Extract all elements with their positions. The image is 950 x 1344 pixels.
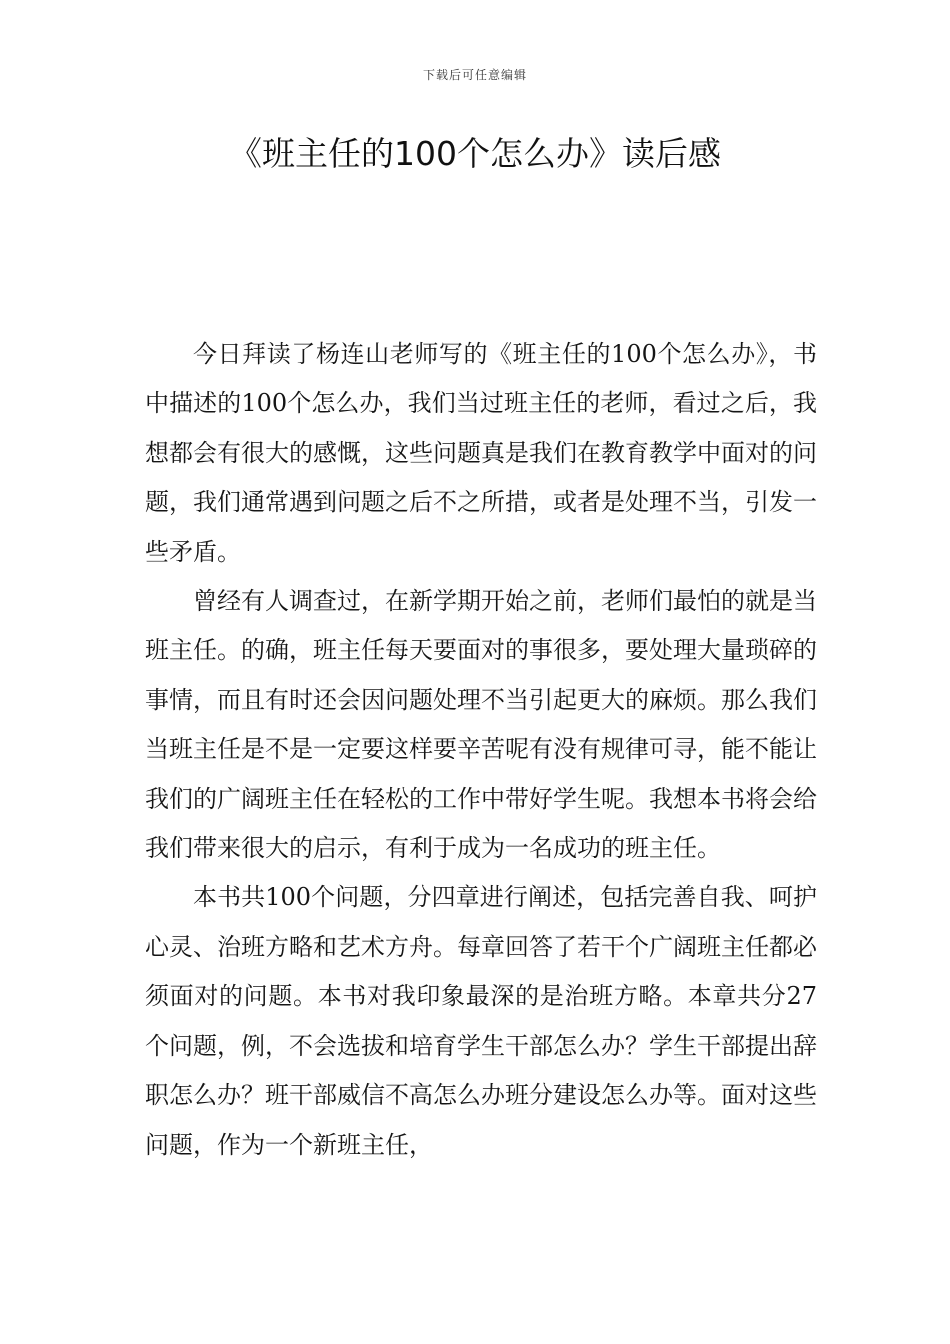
paragraph-3: 本书共100个问题，分四章进行阐述，包括完善自我、呵护心灵、治班方略和艺术方舟。每章回答了若干个广阔班主任都必须面对的问题。本书对我印象最深的是治班方略。本章共分27个问题，例，不会选拔和培育学生干部怎么办？学生干部提出辞职怎么办？班干部威信不高怎么办班分建设怎么办等。面对这些问题，作为一个新班主任， [145, 883, 817, 1159]
header-note: 下载后可任意编辑 [422, 68, 527, 82]
paragraph-1: 今日拜读了杨连山老师写的《班主任的100个怎么办》，书中描述的100个怎么办，我们当过班主任的老师，看过之后，我想都会有很大的感慨，这些问题真是我们在教育教学中面对的问题，我们通常遇到问题之后不之所措，或者是处理不当，引发一些矛盾。 [145, 340, 817, 566]
document-body [145, 330, 817, 1170]
document-title: 《班主任的100个怎么办》读后感 [229, 134, 721, 173]
paragraph-2: 曾经有人调查过，在新学期开始之前，老师们最怕的就是当班主任。的确，班主任每天要面对的事很多，要处理大量琐碎的事情，而且有时还会因问题处理不当引起更大的麻烦。那么我们当班主任是不是一定要这样要辛苦呢有没有规律可寻，能不能让我们的广阔班主任在轻松的工作中带好学生呢。我想本书将会给我们带来很大的启示，有利于成为一名成功的班主任。 [145, 587, 817, 863]
